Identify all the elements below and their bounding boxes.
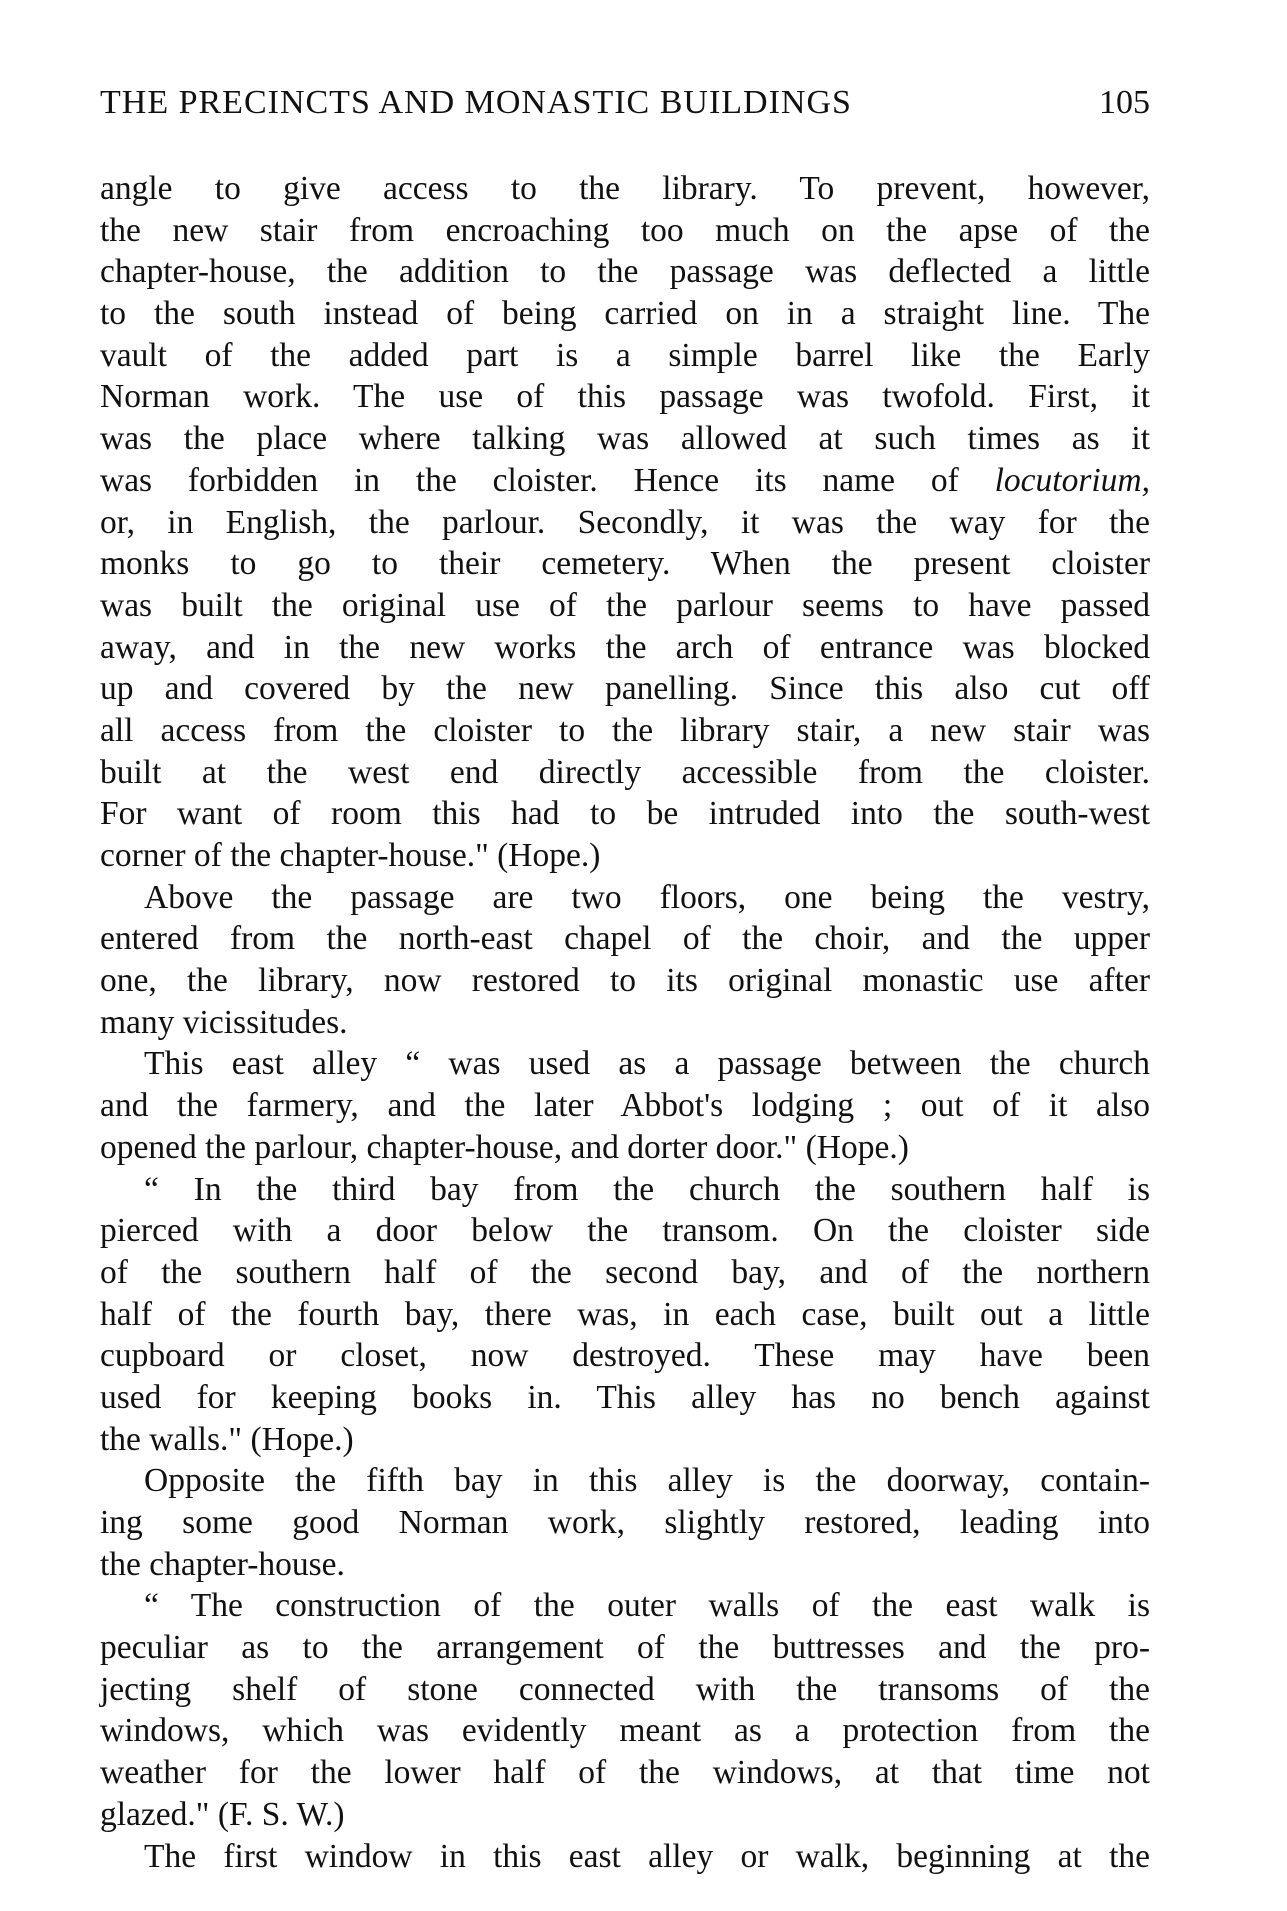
running-header: [100, 84, 1150, 122]
italic-term: locutorium,: [994, 461, 1150, 499]
text-segment: of the southern half of the second bay, and of the northern: [100, 1253, 1150, 1291]
text-line: [100, 1460, 1150, 1502]
text-segment: the new stair from encroaching too much on the apse of the: [100, 211, 1150, 249]
text-segment: Norman work. The use of this passage was twofold. First, it: [100, 378, 1150, 416]
text-segment: weather for the lower half of the windows, at that time not: [100, 1754, 1150, 1792]
text-line: [100, 918, 1150, 960]
text-line: [100, 543, 1150, 585]
text-line: [100, 1252, 1150, 1294]
text-segment: This east alley “ was used as a passage between the church: [144, 1045, 1150, 1083]
text-line: [100, 1419, 1150, 1461]
text-line: [100, 877, 1150, 919]
text-line: [100, 1752, 1150, 1794]
text-segment: windows, which was evidently meant as a protection from the: [100, 1712, 1150, 1750]
text-line: [100, 835, 1150, 877]
text-line: [100, 376, 1150, 418]
text-line: [100, 1502, 1150, 1544]
text-line: [100, 1335, 1150, 1377]
text-segment: angle to give access to the library. To prevent, however,: [100, 170, 1150, 207]
text-line: [100, 1127, 1150, 1169]
text-segment: up and covered by the new panelling. Since this also cut off: [100, 670, 1150, 708]
text-segment: all access from the cloister to the library stair, a new stair was: [100, 711, 1150, 749]
text-line: [100, 585, 1150, 627]
text-segment: away, and in the new works the arch of entrance was blocked: [100, 628, 1150, 666]
text-segment: to the south instead of being carried on in a straight line. The: [100, 295, 1150, 333]
text-line: [100, 668, 1150, 710]
text-line: [100, 502, 1150, 544]
text-line: [100, 1169, 1150, 1211]
text-segment: “ The construction of the outer walls of the east walk is: [144, 1587, 1150, 1625]
text-segment: was forbidden in the cloister. Hence its name of: [100, 461, 995, 499]
text-line: [100, 1836, 1150, 1878]
text-line: [100, 1669, 1150, 1711]
text-line: [100, 1210, 1150, 1252]
text-segment: half of the fourth bay, there was, in each case, built out a little: [100, 1295, 1150, 1333]
text-segment: opened the parlour, chapter-house, and dorter door." (Hope.): [100, 1128, 909, 1166]
text-segment: Opposite the fifth bay in this alley is the doorway, contain-: [144, 1462, 1150, 1500]
text-segment: ing some good Norman work, slightly restored, leading into: [100, 1504, 1150, 1541]
text-segment: “ In the third bay from the church the southern half is: [144, 1170, 1150, 1208]
text-line: [100, 1085, 1150, 1127]
text-line: [100, 418, 1150, 460]
text-segment: For want of room this had to be intruded into the south-west: [100, 795, 1150, 833]
text-segment: entered from the north-east chapel of the choir, and the upper: [100, 920, 1150, 958]
text-segment: or, in English, the parlour. Secondly, it was the way for the: [100, 503, 1150, 541]
text-segment: jecting shelf of stone connected with the transoms of the: [100, 1670, 1150, 1708]
text-segment: monks to go to their cemetery. When the present cloister: [100, 545, 1150, 583]
text-segment: the walls." (Hope.): [100, 1420, 354, 1458]
text-segment: the chapter-house.: [100, 1545, 345, 1583]
text-segment: many vicissitudes.: [100, 1003, 348, 1041]
text-line: [100, 335, 1150, 377]
page-number: 105: [1099, 84, 1150, 121]
text-line: [100, 1377, 1150, 1419]
text-segment: chapter-house, the addition to the passage was deflected a little: [100, 253, 1150, 291]
text-line: [100, 460, 1150, 502]
text-line: [100, 1627, 1150, 1669]
text-line: [100, 168, 1150, 210]
text-segment: Above the passage are two floors, one being the vestry,: [144, 878, 1150, 916]
text-segment: peculiar as to the arrangement of the buttresses and the pro-: [100, 1629, 1150, 1667]
text-line: [100, 1294, 1150, 1336]
running-title: THE PRECINCTS AND MONASTIC BUILDINGS: [100, 84, 852, 121]
text-line: [100, 1585, 1150, 1627]
text-segment: vault of the added part is a simple barrel like the Early: [100, 336, 1150, 374]
text-segment: The first window in this east alley or walk, beginning at the: [144, 1837, 1150, 1875]
text-line: [100, 1043, 1150, 1085]
text-segment: cupboard or closet, now destroyed. These may have been: [100, 1337, 1150, 1375]
text-segment: was the place where talking was allowed at such times as it: [100, 420, 1150, 458]
text-line: [100, 251, 1150, 293]
text-segment: built at the west end directly accessible from the cloister.: [100, 753, 1150, 791]
text-line: [100, 627, 1150, 669]
text-line: [100, 293, 1150, 335]
text-line: [100, 793, 1150, 835]
text-line: [100, 210, 1150, 252]
text-segment: one, the library, now restored to its original monastic use after: [100, 962, 1150, 1000]
text-line: [100, 710, 1150, 752]
text-line: [100, 1002, 1150, 1044]
text-line: [100, 752, 1150, 794]
text-line: [100, 1794, 1150, 1836]
text-line: [100, 960, 1150, 1002]
text-line: [100, 1544, 1150, 1586]
text-segment: pierced with a door below the transom. On the cloister side: [100, 1212, 1150, 1250]
body-text: [100, 168, 1150, 1877]
text-segment: corner of the chapter-house." (Hope.): [100, 837, 601, 874]
text-segment: was built the original use of the parlour seems to have passed: [100, 586, 1150, 624]
text-segment: and the farmery, and the later Abbot's lodging ; out of it also: [100, 1087, 1150, 1125]
text-segment: used for keeping books in. This alley has no bench against: [100, 1378, 1150, 1416]
text-segment: glazed." (F. S. W.): [100, 1795, 345, 1833]
text-line: [100, 1710, 1150, 1752]
